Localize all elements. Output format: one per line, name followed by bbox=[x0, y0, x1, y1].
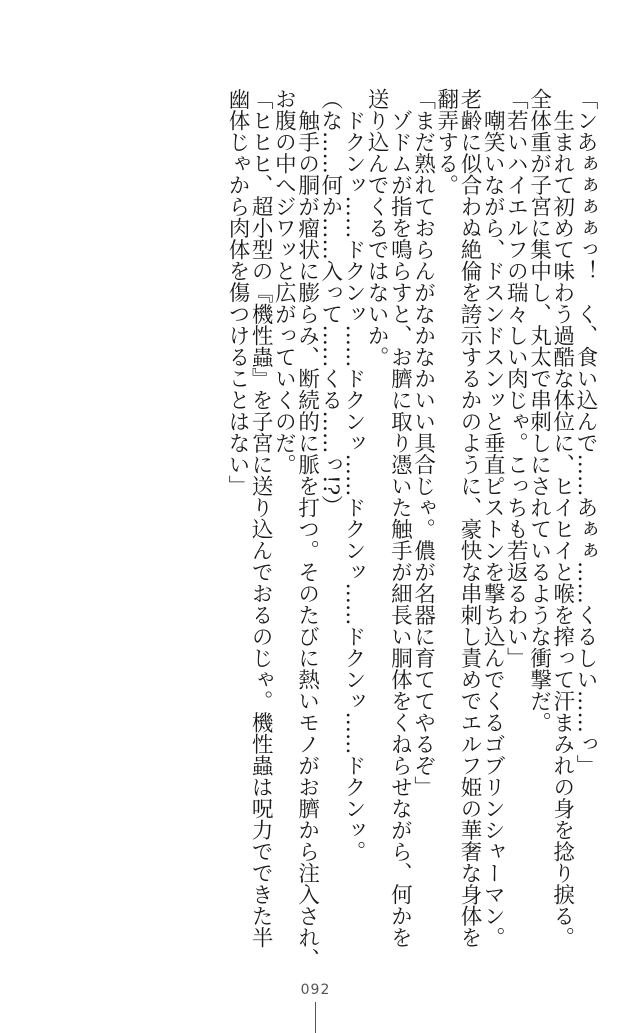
text-line: 幽体じゃから肉体を傷つけることはない」 bbox=[224, 88, 250, 497]
text-line: お腹の中へジワッと広がっていくのだ。 bbox=[271, 88, 297, 475]
text-line: 「若いハイエルフの瑞々しい肉じゃ。こっちも若返るわい」 bbox=[503, 88, 529, 669]
text-line: （な……何か……入って……くる……っ!?） bbox=[317, 88, 343, 517]
text-line: 生まれて初めて味わう過酷な体位に、ヒイヒイと喉を搾って汗まみれの身を捻り捩る。 bbox=[549, 88, 575, 948]
text-line: 「ヒヒヒ、超小型の『機性蟲』を子宮に送り込んでおるのじゃ。機性蟲は呪力でできた半 bbox=[248, 88, 274, 948]
text-line: 送り込んでくるではないか。 bbox=[364, 88, 390, 368]
text-line: 老齢に似合わぬ絶倫を誇示するかのように、豪快な串刺し責めでエルフ姫の華奢な身体を bbox=[456, 88, 482, 948]
text-line: 全体重が子宮に集中し、丸太で串刺しにされているような衝撃だ。 bbox=[526, 88, 552, 733]
folio-rule bbox=[315, 1002, 316, 1033]
text-line: 「ンあぁぁぁぁっ！ く、食い込んで……あぁぁ……くるしい……っ」 bbox=[573, 88, 598, 776]
text-line: 翻弄する。 bbox=[433, 88, 459, 196]
text-line: 嘲笑いながら、ドスンドスンッと垂直ピストンを撃ち込んでくるゴブリンシャーマン。 bbox=[480, 88, 506, 948]
body-text bbox=[226, 88, 597, 968]
text-line: 「まだ熟れておらんがなかなかいい具合じゃ。儂が名器に育ててやるぞ」 bbox=[410, 88, 436, 798]
text-line: ドクンッ……ドクンッ……ドクンッ……ドクンッ……ドクンッ……ドクンッ。 bbox=[340, 88, 366, 862]
text-line: ゾドムが指を鳴らすと、お臍に取り憑いた触手が細長い胴体をくねらせながら、何かを bbox=[387, 88, 413, 948]
text-line: 触手の胴が瘤状に膨らみ、断続的に脈を打つ。そのたびに熱いモノがお臍から注入され、 bbox=[294, 88, 320, 970]
page-number: 092 bbox=[300, 982, 331, 998]
